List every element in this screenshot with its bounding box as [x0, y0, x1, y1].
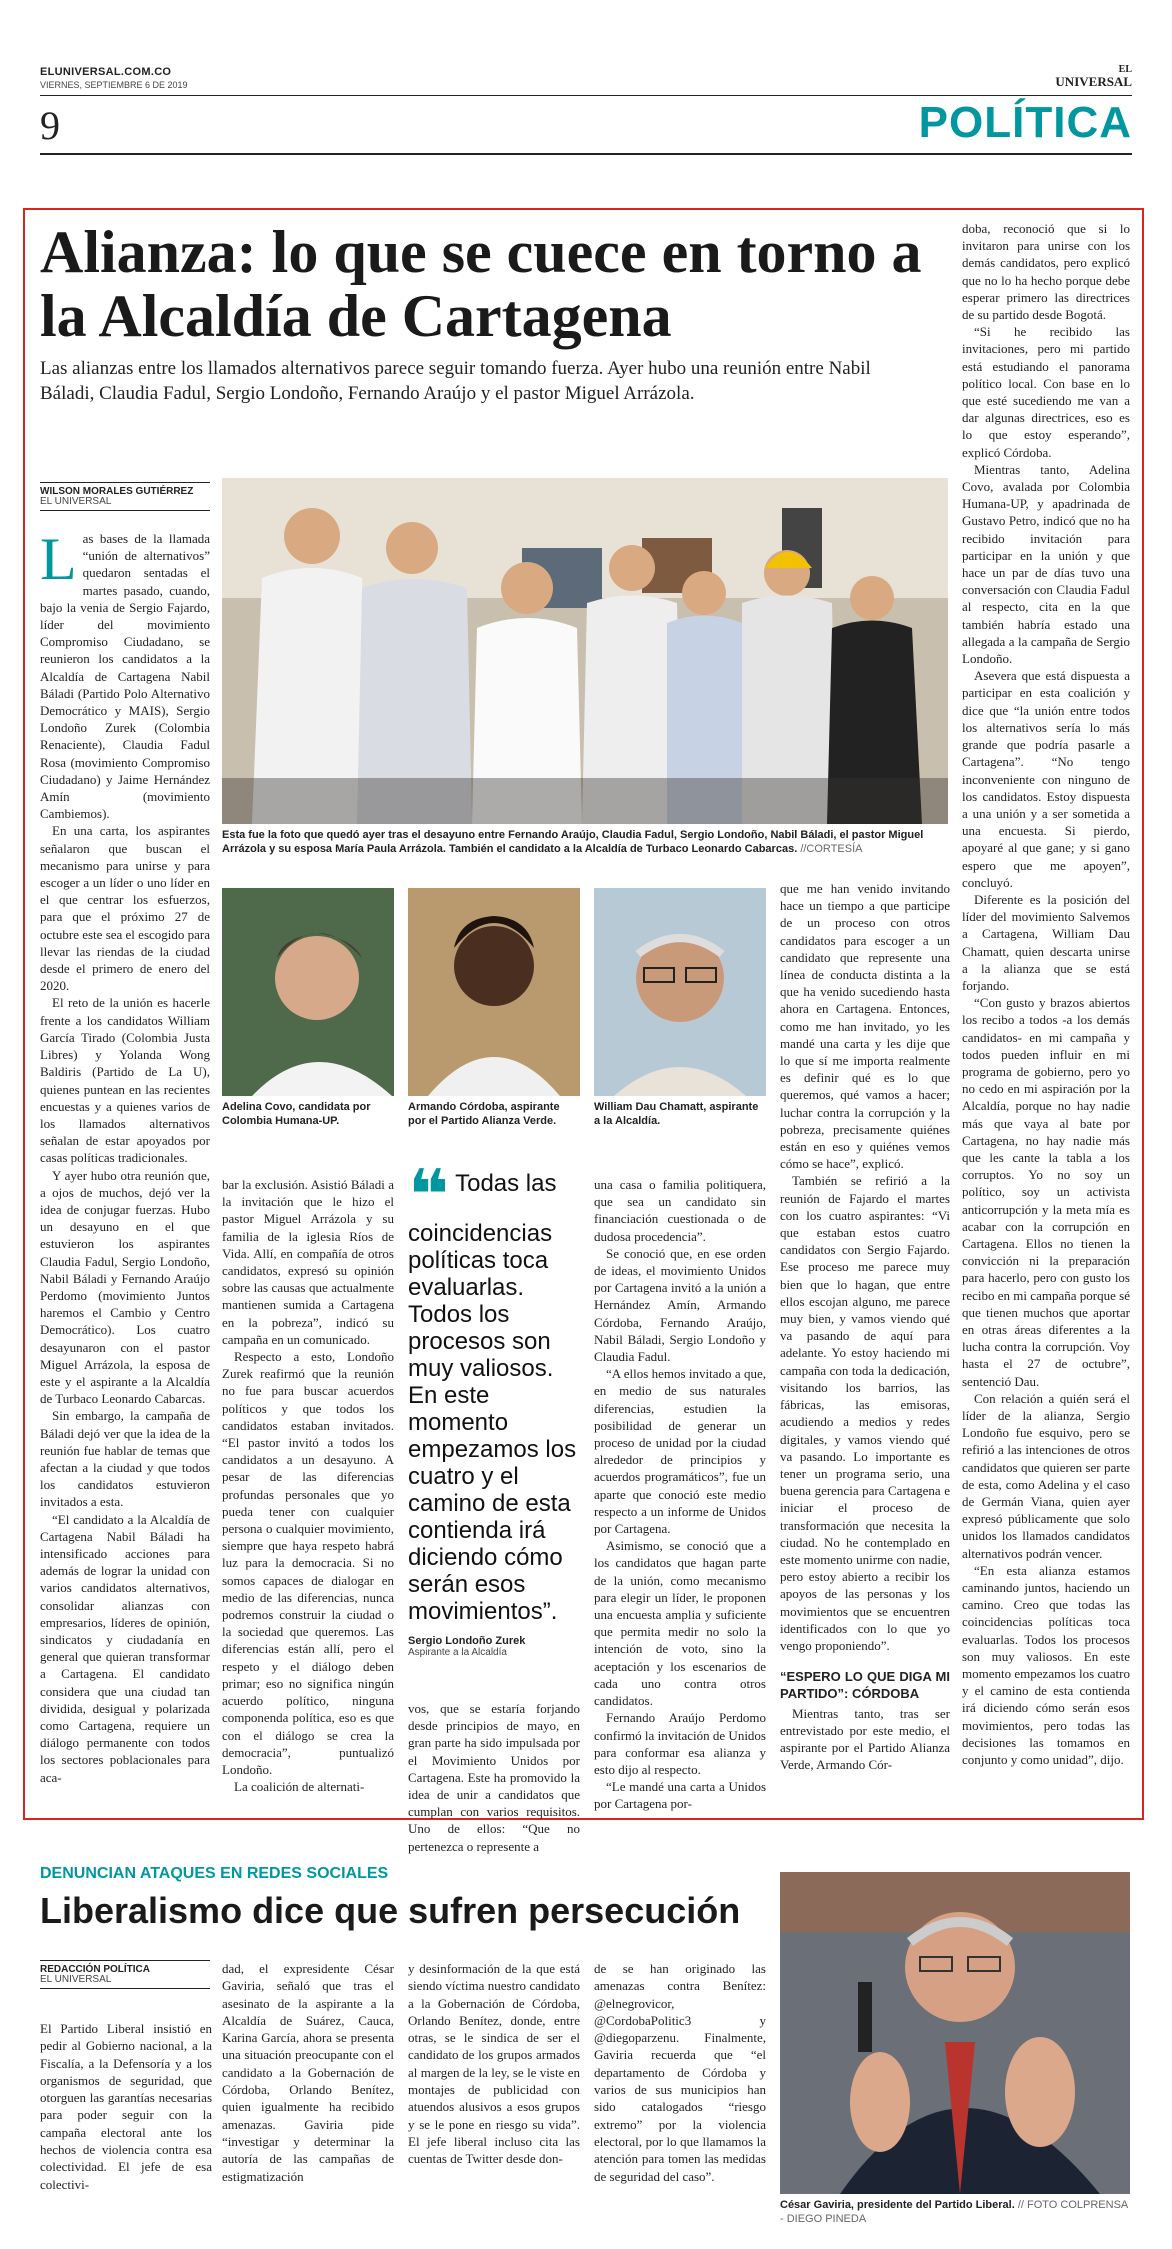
byline-author: REDACCIÓN POLÍTICA [40, 1960, 210, 1975]
second-col-1 [40, 2020, 212, 2193]
paragraph: Asevera que está dispuesta a participar en esta coalición y dice que “la unión entre todos los alternativos sería lo más grande que podría pasarle a Cartagena”. “No tengo inconveniente con ninguno de los candidatos. Estoy dispuesta a una unión y a ser sometida a una encuesta. Si pierdo, apoyaré al que gane; y si gano espero que me apoyen”, concluyó. [962, 668, 1130, 890]
paragraph: El Partido Liberal insistió en pedir al Gobierno nacional, a la Fiscalía, a la Defensoría y a los organismos de seguridad, que otorguen las garantías necesarias para poder seguir con la campaña electoral ante los hechos de violencia contra esa colectividad. El jefe de esa colectivi- [40, 2021, 212, 2192]
paragraph: Diferente es la posición del líder del movimiento Salvemos a Cartagena, William Dau Chamatt, quien descarta unirse a la alianza que se está forjando. [962, 891, 1130, 993]
paragraph: Mientras tanto, tras ser entrevistado por este medio, el aspirante por el Partido Alianza Verde, Armando Cór- [780, 1705, 950, 1773]
gaviria-photo-caption [780, 2198, 1130, 2226]
second-col-3 [408, 1960, 580, 2168]
paragraph: Se conoció que, en ese orden de ideas, el movimiento Unidos por Cartagena invitó a la unión a Hernández Amín, Armando Córdoba, Fernando Araújo, Nabil Báladi, Sergio Londoño y Claudia Fadul. [594, 1245, 766, 1365]
portrait-image [408, 888, 580, 1096]
second-col-4 [594, 1960, 766, 2185]
section-title: POLÍTICA [918, 98, 1132, 147]
portrait-william-dau [594, 888, 766, 1096]
paragraph: as bases de la llamada “unión de alternativos” quedaron sentadas el martes pasado, cuando, bajo la venia de Sergio Fajardo, líder del movimiento Compromiso Ciudadano, se reunieron los candidatos a la Alcaldía de Cartagena Nabil Báladi (Partido Polo Alternativo Democrático y MAIS), Sergio Londoño Zurek (Colombia Renaciente), Claudia Fadul Rosa (movimiento Compromiso Ciudadano) y Jaime Hernández Amín (movimiento Cambiemos). [40, 531, 210, 822]
paragraph: “Le mandé una carta a Unidos por Cartagena por- [594, 1779, 766, 1812]
paragraph: “Con gusto y brazos abiertos los recibo a todos -a los demás candidatos- en mi campaña y todos pueden influir en mi programa de gobierno, pero yo no cedo en mi aspiración por la Alcaldía, porque no hay nadie más que vaya al bate por Cartagena, no hay nadie más que les cante la tabla a los corruptos. Yo no soy un político, soy un activista anticorrupción y la meta mía es acabar con la corrupción en Cartagena. Ellos no tienen la convicción ni la preparación para hacerlo, pero con gusto los recibo en mi campaña porque sé que tienen muchos que aportar en otras áreas diferentes a la lucha contra la corrupción. Voy hasta el 27 de octubre”, sentenció Dau. [962, 995, 1130, 1389]
paragraph: Respecto a esto, Londoño Zurek reafirmó que la reunión no fue para buscar acuerdos políticos y que todos los candidatos estaban invitados. “El pastor invitó a todos los candidatos a un desayuno. A pesar de las diferencias profundas personales que yo pueda tener con cualquier persona o cualquier movimiento, siempre que haya respeto habrá luz para la democracia. Si no somos capaces de dialogar en medio de las diferencias, nunca podremos construir la ciudad o la sociedad que queremos. Las diferencias están allí, pero el respeto y el diálogo deben primar; eso no significa ningún acuerdo político, ninguna componenda política, eso es que con el diálogo se crea la democracia”, puntualizó Londoño. [222, 1349, 394, 1777]
gaviria-photo [780, 1872, 1130, 2194]
paragraph: que me han venido invitando hace un tiempo a que participe de un proceso con otros candidatos para escoger a un candidato que represente una línea de conducta distinta a la que ha venido sucediendo hasta ahora en Cartagena. Entonces, como me han invitado, yo les mandé una carta y les dije que lo que sí me importa realmente es definir qué es lo que queremos, qué vamos a hacer; luchar contra la corrupción y la pobreza, precisamente quiénes están en eso y quiénes vemos cómo se hace”, explicó. [780, 881, 950, 1172]
paragraph: bar la exclusión. Asistió Báladi a la invitación que le hizo el pastor Miguel Arrázola y su familia de la iglesia Ríos de Vida. Allí, en compañía de otros candidatos, expresó su opinión sobre las causas que actualmente mantienen sumida a Cartagena en la pobreza”, indicó su campaña en un comunicado. [222, 1177, 394, 1347]
paragraph: dad, el expresidente César Gaviria, señaló que tras el asesinato de la aspirante a la Alcaldía de Suárez, Cauca, Karina García, ahora se presenta una situación preocupante con el candidato a la Gobernación de Córdoba, Orlando Benítez, quien igualmente ha recibido amenazas. Gaviria pide “investigar y determinar la autoría de las campañas de estigmatización [222, 1961, 394, 2184]
paragraph: “A ellos hemos invitado a que, en medio de sus naturales diferencias, estudien la posibilidad de generar un proceso de unidad por la ciudad alrededor de principios y acuerdos programáticos”, fue un aparte que conoció este medio respecto a un informe de Unidos por Cartagena. [594, 1366, 766, 1537]
caption-text: Esta fue la foto que quedó ayer tras el desayuno entre Fernando Araújo, Claudia Fadul, Sergio Londoño, Nabil Báladi, el pastor Miguel Arrázola y su esposa María Paula Arrázola. También el candidato a la Alcaldía de Turbaco Leonardo Cabarcas. [222, 829, 924, 855]
pull-quote-role: Aspirante a la Alcaldía [408, 1647, 507, 1658]
paragraph: La coalición de alternati- [234, 1779, 365, 1795]
masthead-bottom: UNIVERSAL [1055, 74, 1132, 89]
group-photo-caption [222, 828, 948, 856]
photo-credit: //CORTESÍA [800, 843, 863, 855]
group-photo-image [222, 478, 948, 824]
portrait-caption: Adelina Covo, candidata por Colombia Humana-UP. [222, 1101, 371, 1127]
main-col-2 [222, 1176, 394, 1795]
paragraph: doba, reconoció que si lo invitaron para unirse con los demás candidatos, pero explicó que no lo ha hecho porque debe esperar primero las directrices de su partido desde Bogotá. [962, 221, 1130, 323]
paragraph: Y ayer hubo otra reunión que, a ojos de muchos, dejó ver la idea de conjugar fuerzas. Hubo un desayuno en el que estuvieron los aspirantes Claudia Fadul, Sergio Londoño, Nabil Báladi y Fernando Araújo Perdomo (movimiento Juntos haremos el Cambio y Centro Democrático). Los cuatro desayunaron con el pastor Miguel Arrázola, la esposa de este y el aspirante a la Alcaldía de Turbaco Leonardo Cabarcas. [40, 1167, 210, 1407]
site-url: ELUNIVERSAL.COM.CO [40, 66, 172, 78]
gaviria-photo-image [780, 1872, 1130, 2194]
paragraph: de se han originado las amenazas contra Benítez: @elnegrovicor, @CordobaPolitic3 y @diegoparzenu. Finalmente, Gaviria recuerda que “el departamento de Córdoba y varios de sus municipios han sido catalogados “riesgo extremo” por la violencia electoral, por lo que llamamos la atención para tomen las medidas de seguridad del caso”. [594, 1961, 766, 2184]
paragraph: Con relación a quién será el líder de la alianza, Sergio Londoño fue esquivo, pero se refirió a las intenciones de otros candidatos que quieren ser parte de esta, como Adelina y el caso de Germán Viana, quien ayer expresó públicamente que solo unidos los llamados candidatos alternativos podrán vencer. [962, 1390, 1130, 1561]
paragraph: una casa o familia politiquera, que sea un candidato sin financiación cuestionada o de dudosa procedencia”. [594, 1177, 766, 1244]
paragraph: y desinformación de la que está siendo víctima nuestro candidato a la Gobernación de Córdoba, Orlando Benítez, donde, entre otras, se le sindica de ser el candidato de los grupos armados al margen de la ley, se le viste en montajes de publicidad con atuendos alusivos a esos grupos y se le pone en riesgo su vida”. El jefe liberal incluso cita las cuentas de Twitter desde don- [408, 1961, 580, 2167]
group-photo [222, 478, 948, 824]
byline-author: WILSON MORALES GUTIÉRREZ [40, 482, 210, 497]
issue-date: VIERNES, SEPTIEMBRE 6 DE 2019 [40, 80, 188, 90]
pull-quote-author: Sergio Londoño Zurek [408, 1635, 526, 1647]
byline-outlet: EL UNIVERSAL [40, 1974, 210, 1989]
masthead-logo [1055, 64, 1132, 88]
photo-credit: // FOTO COLPRENSA - DIEGO PINEDA [780, 2199, 1128, 2225]
main-col-1 [40, 526, 211, 1786]
paragraph: Fernando Araújo Perdomo confirmó la invitación de Unidos para conformar esa alianza y esto dijo al respecto. [594, 1710, 766, 1777]
byline-outlet: EL UNIVERSAL [40, 496, 210, 511]
second-headline: Liberalismo dice que sufren persecución [40, 1890, 741, 1931]
paragraph: En una carta, los aspirantes señalaron que buscan el mecanismo para unirse y para escoger a un líder o uno líder en el que centrar los esfuerzos, para que el próximo 27 de octubre este sea el escogido para llevar las riendas de la ciudad desde el primero de enero del 2020. [40, 823, 211, 994]
main-col-4 [594, 1176, 766, 1813]
portrait-image [222, 888, 394, 1096]
header-rule [40, 95, 1132, 96]
paragraph: “El candidato a la Alcaldía de Cartagena Nabil Báladi ha intensificado acciones para además de lograr la unidad con varios candidatos alternativos, consolidar alianzas con empresarios, líderes de opinión, sindicatos y ciudadanía en general que quieran transformar a Cartagena. El candidato considera que una ciudad tan dividida, desigual y polarizada como Cartagena, requiere un diálogo permanente con todos los sectores poblacionales para aca- [40, 1511, 210, 1785]
caption-text: César Gaviria, presidente del Partido Liberal. [780, 2199, 1015, 2211]
main-col-5 [780, 880, 950, 1773]
subheading: “ESPERO LO QUE DIGA MI PARTIDO”: CÓRDOBA [780, 1669, 950, 1702]
paragraph: vos, que se estaría forjando desde principios de mayo, en gran parte ha sido impulsada por el Movimiento Unidos por Cartagena. Este ha promovido la idea de unir a candidatos que cumplan con varios requisitos. Uno de ellos: “Que no pertenezca o represente a [408, 1701, 580, 1854]
main-col-6 [962, 220, 1130, 1768]
portrait-armando-cordoba [408, 888, 580, 1096]
paragraph: También se refirió a la reunión de Fajardo el martes con los cuatro aspirantes: “Vi que estaban estos cuatro candidatos con Sergio Fajardo. Ese proceso me parece muy bien que lo hagan, que entre ellos escojan alguno, me parece muy bien, y vamos viendo qué va pasando de aquí para adelante. Yo estoy haciendo mi campaña con toda la dedicación, visitando los barrios, las fábricas, las emisoras, acudiendo a medios y redes digitales, y vamos viendo qué va pasando. Lo importante es tener un programa serio, una buena gerencia para Cartagena e iniciar el proceso de transformación que necesita la ciudad. No he contemplado en este momento unirme con nadie, pero estoy abierto a recibir los apoyos de las personas y los movimientos que se encuentren identificados con lo que yo vengo proponiendo”. [780, 1173, 950, 1653]
paragraph: El reto de la unión es hacerle frente a los candidatos William García Tirado (Colombia Justa Libres) y Yolanda Wong Baldiris (Partido de La U), quienes puntean en las recientes encuestas y a quienes varios de los llamados alternativos señalan de estar apoyados por casas políticas tradicionales. [40, 995, 210, 1166]
paragraph: “En esta alianza estamos caminando juntos, haciendo un camino. Creo que todas las coincidencias políticas toca evaluarlas. Todos los procesos son muy valiosos. En este momento empezamos los cuatro y el camino de esta contienda irá diciendo cómo serán esos movimientos, pero todas las decisiones las tomamos en conjunto y como unidad”, dijo. [962, 1562, 1130, 1768]
second-col-2 [222, 1960, 394, 2185]
kicker: DENUNCIAN ATAQUES EN REDES SOCIALES [40, 1865, 389, 1882]
portrait-caption: Armando Córdoba, aspirante por el Partido Alianza Verde. [408, 1101, 560, 1127]
masthead-top: EL [1118, 64, 1132, 75]
pull-quote-text: ❝ Todas las coincidencias políticas toca evaluarlas. Todos los procesos son muy valiosos. En este momento empezamos los cuatro y el camino de esta contienda irá diciendo cómo serán esos movimientos”. [408, 1156, 577, 1625]
paragraph: Asimismo, se conoció que a los candidatos que hagan parte de la unión, como mecanismo para elegir un líder, le proponen una encuesta amplia y suficiente que permita medir no solo la intención de voto, sino la aceptación y los escenarios de cada uno contra otros candidatos. [594, 1538, 766, 1709]
main-col-3 [408, 1700, 580, 1855]
portrait-image [594, 888, 766, 1096]
section-rule [40, 153, 1132, 155]
dropcap: L [40, 526, 77, 592]
page-number: 9 [40, 103, 60, 148]
portrait-adelina-covo [222, 888, 394, 1096]
paragraph: “Si he recibido las invitaciones, pero mi partido está estudiando el panorama político local. Con base en lo que esté sucediendo me van a dar algunas directrices, eso es lo que estoy esperando”, explicó Córdoba. [962, 324, 1130, 460]
main-headline: Alianza: lo que se cuece en torno a la Alcaldía de Cartagena [40, 219, 922, 349]
main-dek: Las alianzas entre los llamados alternativos parece seguir tomando fuerza. Ayer hubo una reunión entre Nabil Báladi, Claudia Fadul, Sergio Londoño, Fernando Araújo y el pastor Miguel Arrázola. [40, 358, 871, 404]
paragraph: Sin embargo, la campaña de Báladi dejó ver que la idea de la reunión fue hablar de temas que afectan a la ciudad y que todos los candidatos estuvieron invitados a esta. [40, 1408, 210, 1510]
paragraph: Mientras tanto, Adelina Covo, avalada por Colombia Humana-UP, y apadrinada de Gustavo Petro, indicó que no ha recibido invitación para participar en la unión y que hace un par de días tuvo una conversación con Claudia Fadul al respecto, cita en la que también habría estado una allegada a la campaña de Sergio Londoño. [962, 461, 1130, 667]
pull-quote [408, 1156, 580, 1658]
quote-mark-icon: ❝ [408, 1156, 450, 1234]
portrait-caption: William Dau Chamatt, aspirante a la Alcaldía. [594, 1101, 759, 1127]
